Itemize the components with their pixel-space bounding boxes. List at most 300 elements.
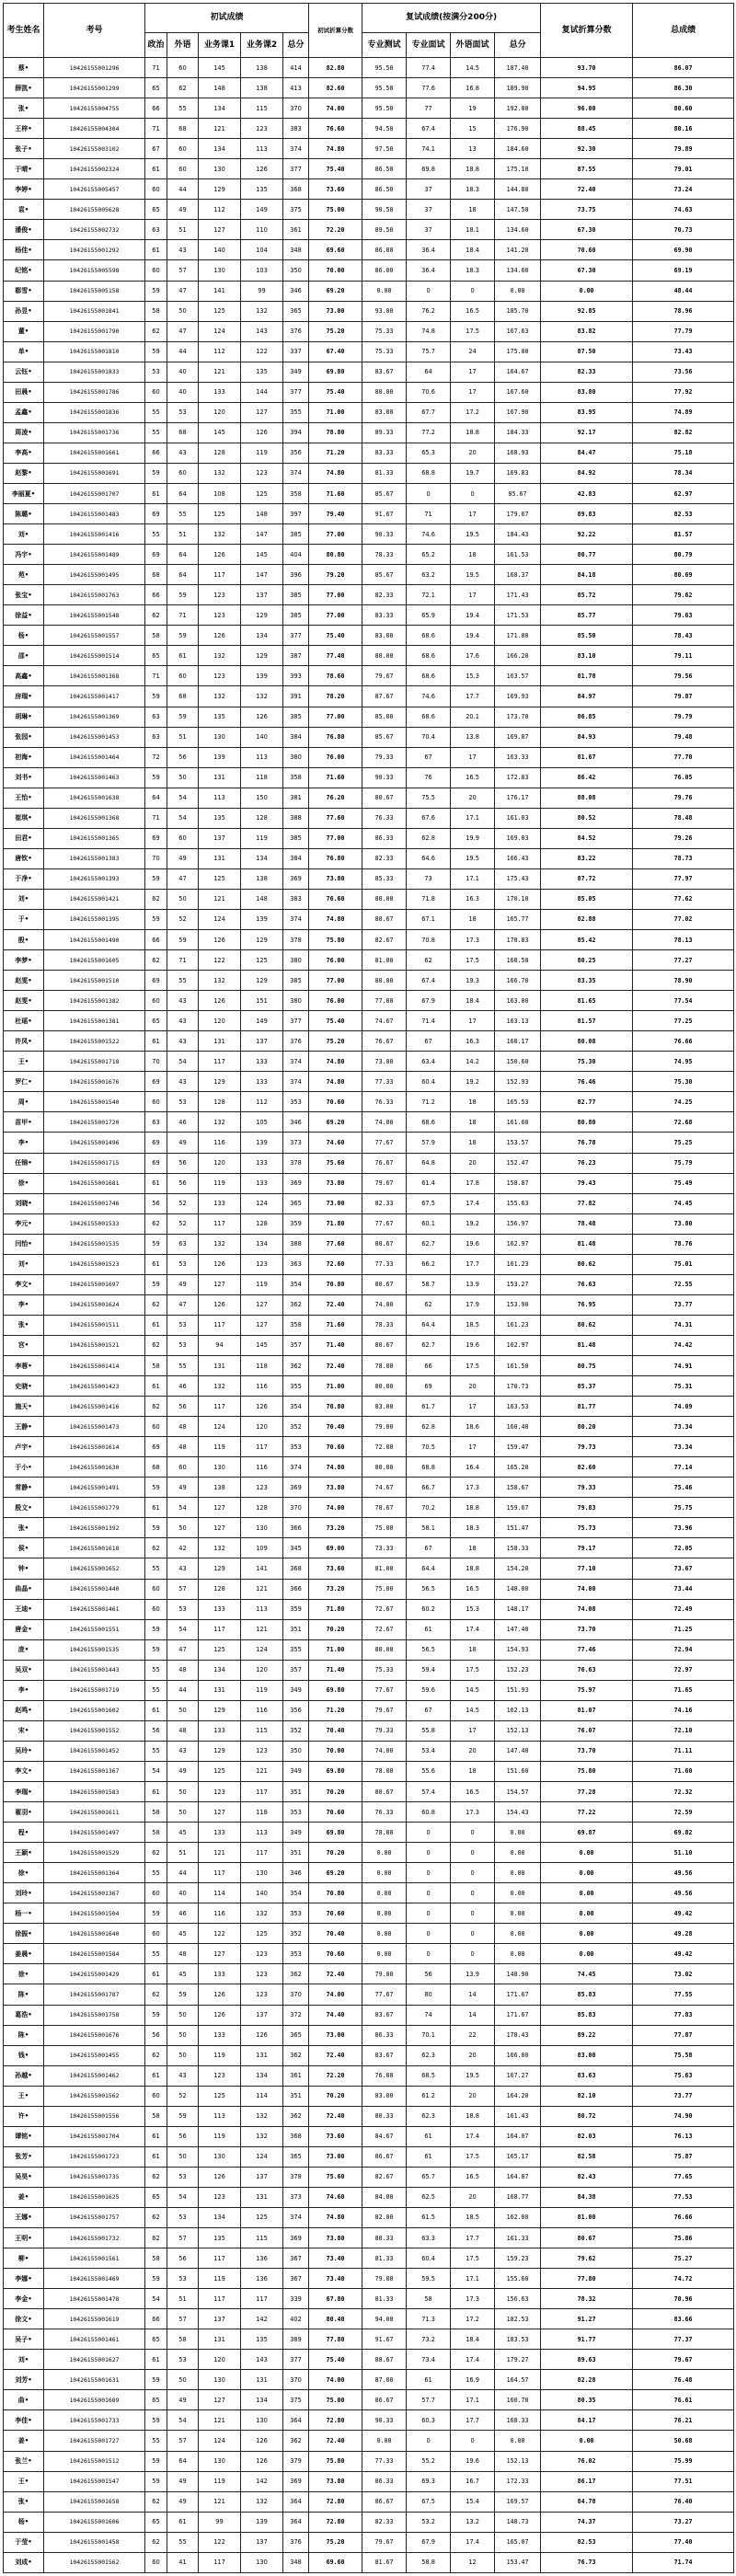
cell-course-1: 145: [199, 58, 241, 78]
cell-course-1: 119: [199, 2471, 241, 2491]
cell-course-1: 127: [199, 1274, 241, 1294]
cell-foreign-language: 43: [167, 443, 199, 463]
cell-course-1: 116: [199, 1133, 241, 1153]
cell-course-1: 137: [199, 828, 241, 848]
cell-language-interview: 17: [451, 504, 495, 524]
table-row: [4, 1437, 734, 1457]
cell-professional-interview: 71.2: [407, 1092, 451, 1112]
cell-professional-interview: 60.4: [407, 2248, 451, 2269]
cell-initial-weighted: 75.40: [309, 159, 362, 179]
cell-final-score: 77.92: [633, 382, 734, 402]
cell-politics: 62: [145, 2207, 167, 2227]
cell-professional-interview: 36.4: [407, 260, 451, 281]
cell-exam-id: 10426155001512: [44, 2451, 145, 2471]
cell-name: 单•: [4, 341, 44, 362]
cell-professional-interview: 64.6: [407, 848, 451, 868]
cell-exam-id: 10426155001521: [44, 1335, 145, 1355]
cell-exam-id: 10426155004755: [44, 98, 145, 119]
cell-retest-weighted: 80.62: [541, 1254, 633, 1274]
cell-politics: 55: [145, 1660, 167, 1680]
cell-foreign-language: 47: [167, 1639, 199, 1660]
cell-course-1: 112: [199, 341, 241, 362]
cell-course-1: 135: [199, 808, 241, 828]
cell-foreign-language: 59: [167, 1984, 199, 2005]
table-row: [4, 666, 734, 686]
table-row: [4, 1052, 734, 1072]
cell-retest-weighted: 82.88: [541, 909, 633, 929]
table-row: [4, 646, 734, 666]
cell-initial-total: 362: [283, 2106, 309, 2126]
cell-foreign-language: 50: [167, 1700, 199, 1720]
cell-name: 刘芳•: [4, 2370, 44, 2390]
cell-initial-total: 368: [283, 1558, 309, 1579]
cell-professional-interview: 60.3: [407, 2410, 451, 2431]
cell-professional-test: 74.00: [362, 1741, 407, 1761]
cell-exam-id: 10426155001395: [44, 909, 145, 929]
cell-foreign-language: 53: [167, 1315, 199, 1335]
cell-professional-test: 81.33: [362, 2289, 407, 2309]
cell-name: 徐•: [4, 1964, 44, 1984]
cell-exam-id: 10426155001606: [44, 2512, 145, 2532]
cell-professional-test: 91.67: [362, 2329, 407, 2350]
cell-retest-weighted: 82.53: [541, 2532, 633, 2552]
cell-language-interview: 17.3: [451, 1478, 495, 1498]
cell-course-2: 125: [241, 2207, 283, 2227]
cell-professional-interview: 70.6: [407, 382, 451, 402]
cell-professional-test: 77.67: [362, 1680, 407, 1700]
cell-foreign-language: 64: [167, 565, 199, 585]
cell-retest-total: 148.73: [495, 2512, 541, 2532]
cell-professional-interview: 77: [407, 98, 451, 119]
cell-course-2: 126: [241, 422, 283, 443]
table-row: [4, 1112, 734, 1133]
cell-language-interview: 18: [451, 1538, 495, 1558]
cell-course-1: 121: [199, 889, 241, 909]
cell-initial-total: 346: [283, 1863, 309, 1883]
cell-initial-total: 348: [283, 240, 309, 260]
cell-initial-weighted: 74.80: [309, 1072, 362, 1092]
cell-retest-total: 171.00: [495, 626, 541, 646]
cell-professional-test: 0.00: [362, 1863, 407, 1883]
cell-professional-interview: 71.4: [407, 1011, 451, 1031]
cell-course-2: 117: [241, 1437, 283, 1457]
cell-retest-weighted: 80.80: [541, 1112, 633, 1133]
cell-exam-id: 10426155001611: [44, 1802, 145, 1823]
cell-course-2: 138: [241, 58, 283, 78]
cell-name: 李文•: [4, 1761, 44, 1781]
cell-initial-weighted: 74.60: [309, 1133, 362, 1153]
cell-initial-weighted: 69.20: [309, 281, 362, 301]
cell-initial-total: 388: [283, 808, 309, 828]
cell-course-1: 129: [199, 1072, 241, 1092]
cell-retest-total: 153.90: [495, 1294, 541, 1315]
cell-course-1: 139: [199, 747, 241, 767]
cell-name: 于•: [4, 909, 44, 929]
cell-retest-weighted: 84.17: [541, 2410, 633, 2431]
cell-course-2: 133: [241, 1052, 283, 1072]
cell-course-2: 129: [241, 930, 283, 950]
cell-name: 许•: [4, 2106, 44, 2126]
header-retest-group: 复试成绩(按满分200分): [362, 4, 541, 33]
cell-politics: 58: [145, 1823, 167, 1843]
cell-foreign-language: 61: [167, 2512, 199, 2532]
cell-professional-test: 89.50: [362, 220, 407, 240]
cell-course-1: 126: [199, 1984, 241, 2005]
cell-final-score: 80.60: [633, 98, 734, 119]
cell-language-interview: 0: [451, 1944, 495, 1964]
table-row: [4, 1213, 734, 1234]
cell-name: 刘•: [4, 889, 44, 909]
cell-exam-id: 10426155001462: [44, 2065, 145, 2086]
cell-initial-weighted: 77.00: [309, 585, 362, 605]
cell-initial-total: 380: [283, 950, 309, 971]
cell-course-1: 129: [199, 1741, 241, 1761]
cell-professional-test: 76.67: [362, 1153, 407, 1173]
cell-initial-weighted: 67.80: [309, 2289, 362, 2309]
cell-retest-total: 162.97: [495, 1234, 541, 1254]
cell-professional-interview: 62.7: [407, 1335, 451, 1355]
cell-retest-total: 0.00: [495, 2431, 541, 2451]
cell-foreign-language: 60: [167, 828, 199, 848]
cell-name: 刘•: [4, 1254, 44, 1274]
table-row: [4, 1883, 734, 1903]
header-retest-weighted: 复试折算分数: [541, 4, 633, 58]
cell-initial-weighted: 74.80: [309, 2207, 362, 2227]
cell-initial-total: 379: [283, 2451, 309, 2471]
cell-retest-weighted: 0.00: [541, 1903, 633, 1924]
cell-professional-interview: 76: [407, 767, 451, 788]
cell-foreign-language: 57: [167, 2309, 199, 2329]
cell-professional-test: 83.33: [362, 605, 407, 626]
cell-professional-interview: 68.6: [407, 646, 451, 666]
cell-final-score: 49.28: [633, 1924, 734, 1944]
cell-final-score: 75.31: [633, 1376, 734, 1397]
table-row: [4, 1478, 734, 1498]
cell-initial-total: 369: [283, 1173, 309, 1193]
cell-professional-interview: 63.2: [407, 565, 451, 585]
cell-retest-total: 0.00: [495, 1883, 541, 1903]
cell-course-2: 132: [241, 686, 283, 707]
cell-professional-test: 74.00: [362, 1112, 407, 1133]
cell-language-interview: 18.8: [451, 1558, 495, 1579]
cell-exam-id: 10426155001583: [44, 1781, 145, 1801]
cell-final-score: 75.01: [633, 1254, 734, 1274]
cell-retest-weighted: 96.00: [541, 98, 633, 119]
cell-course-2: 113: [241, 1823, 283, 1843]
cell-foreign-language: 55: [167, 2532, 199, 2552]
cell-professional-test: 75.33: [362, 321, 407, 341]
cell-initial-weighted: 75.60: [309, 1153, 362, 1173]
table-row: [4, 1072, 734, 1092]
cell-course-2: 149: [241, 200, 283, 220]
cell-retest-total: 153.27: [495, 1274, 541, 1294]
cell-exam-id: 10426155001735: [44, 2167, 145, 2187]
cell-name: 李金•: [4, 2289, 44, 2309]
cell-professional-test: 82.33: [362, 2512, 407, 2532]
cell-exam-id: 10426155001495: [44, 565, 145, 585]
table-row: [4, 1234, 734, 1254]
cell-initial-weighted: 69.80: [309, 362, 362, 382]
header-exam-id: 考号: [44, 4, 145, 58]
cell-course-1: 117: [199, 1052, 241, 1072]
cell-professional-test: 90.33: [362, 524, 407, 545]
cell-professional-interview: 37: [407, 220, 451, 240]
cell-initial-total: 385: [283, 828, 309, 848]
cell-language-interview: 0: [451, 1823, 495, 1843]
cell-course-2: 131: [241, 2187, 283, 2207]
cell-course-1: 125: [199, 1639, 241, 1660]
cell-foreign-language: 48: [167, 1660, 199, 1680]
cell-course-2: 125: [241, 483, 283, 503]
table-row: [4, 281, 734, 301]
cell-professional-interview: 62.5: [407, 2187, 451, 2207]
cell-course-2: 134: [241, 2390, 283, 2410]
cell-course-2: 103: [241, 260, 283, 281]
cell-retest-weighted: 80.77: [541, 545, 633, 565]
cell-name: 徐振•: [4, 1924, 44, 1944]
cell-retest-total: 160.17: [495, 1031, 541, 1052]
cell-politics: 62: [145, 321, 167, 341]
cell-foreign-language: 54: [167, 808, 199, 828]
cell-name: 李高•: [4, 443, 44, 463]
cell-foreign-language: 54: [167, 2410, 199, 2431]
cell-exam-id: 10426155001614: [44, 1437, 145, 1457]
cell-professional-test: 86.00: [362, 260, 407, 281]
cell-professional-test: 82.67: [362, 930, 407, 950]
cell-course-2: 116: [241, 1700, 283, 1720]
cell-professional-interview: 67.6: [407, 808, 451, 828]
cell-professional-interview: 76.2: [407, 301, 451, 321]
table-row: [4, 1376, 734, 1397]
cell-language-interview: 18: [451, 1112, 495, 1133]
cell-retest-weighted: 86.17: [541, 2471, 633, 2491]
cell-retest-total: 158.87: [495, 1173, 541, 1193]
cell-initial-weighted: 72.40: [309, 2045, 362, 2065]
cell-initial-total: 378: [283, 930, 309, 950]
cell-foreign-language: 40: [167, 362, 199, 382]
cell-professional-test: 95.50: [362, 58, 407, 78]
cell-politics: 69: [145, 545, 167, 565]
cell-language-interview: 17.7: [451, 2228, 495, 2248]
cell-initial-weighted: 71.00: [309, 402, 362, 422]
cell-exam-id: 10426155001681: [44, 1173, 145, 1193]
cell-retest-total: 159.67: [495, 1498, 541, 1518]
cell-language-interview: 13.9: [451, 1964, 495, 1984]
cell-politics: 59: [145, 2370, 167, 2390]
cell-foreign-language: 57: [167, 1579, 199, 1599]
cell-professional-test: 97.50: [362, 139, 407, 159]
cell-language-interview: 16.5: [451, 767, 495, 788]
cell-course-2: 143: [241, 2350, 283, 2370]
cell-course-1: 145: [199, 422, 241, 443]
cell-course-1: 132: [199, 686, 241, 707]
cell-course-1: 127: [199, 2390, 241, 2410]
cell-initial-weighted: 71.00: [309, 1376, 362, 1397]
cell-professional-test: 85.67: [362, 565, 407, 585]
cell-initial-weighted: 70.40: [309, 1417, 362, 1437]
cell-professional-interview: 66.7: [407, 1478, 451, 1498]
cell-retest-weighted: 0.00: [541, 1944, 633, 1964]
cell-language-interview: 15: [451, 119, 495, 139]
cell-retest-total: 160.50: [495, 950, 541, 971]
cell-final-score: 79.62: [633, 585, 734, 605]
cell-final-score: 77.02: [633, 909, 734, 929]
cell-foreign-language: 61: [167, 646, 199, 666]
cell-initial-total: 355: [283, 402, 309, 422]
table-row: [4, 78, 734, 98]
cell-initial-total: 362: [283, 1356, 309, 1376]
cell-initial-weighted: 73.00: [309, 1193, 362, 1213]
cell-language-interview: 18.3: [451, 260, 495, 281]
cell-final-score: 79.89: [633, 139, 734, 159]
cell-foreign-language: 44: [167, 1680, 199, 1700]
cell-politics: 59: [145, 1234, 167, 1254]
cell-language-interview: 14: [451, 1984, 495, 2005]
table-row: [4, 848, 734, 868]
cell-professional-test: 0.00: [362, 1883, 407, 1903]
cell-professional-test: 83.00: [362, 402, 407, 422]
cell-retest-total: 176.17: [495, 788, 541, 808]
cell-politics: 55: [145, 422, 167, 443]
cell-course-1: 137: [199, 2309, 241, 2329]
cell-foreign-language: 49: [167, 200, 199, 220]
cell-retest-weighted: 77.22: [541, 1802, 633, 1823]
cell-politics: 59: [145, 1639, 167, 1660]
cell-exam-id: 10426155001552: [44, 1720, 145, 1741]
cell-foreign-language: 53: [167, 2350, 199, 2370]
cell-exam-id: 10426155001676: [44, 2025, 145, 2045]
cell-retest-weighted: 77.82: [541, 1193, 633, 1213]
cell-language-interview: 19.5: [451, 2065, 495, 2086]
cell-politics: 61: [145, 1315, 167, 1335]
cell-professional-test: 77.33: [362, 1254, 407, 1274]
cell-politics: 71: [145, 58, 167, 78]
cell-professional-test: 72.67: [362, 1599, 407, 1619]
cell-professional-interview: 66: [407, 1356, 451, 1376]
cell-initial-total: 364: [283, 2512, 309, 2532]
cell-language-interview: 0: [451, 1843, 495, 1863]
cell-politics: 62: [145, 2167, 167, 2187]
cell-retest-weighted: 76.07: [541, 1720, 633, 1741]
table-row: [4, 402, 734, 422]
cell-exam-id: 10426155001533: [44, 1213, 145, 1234]
cell-course-2: 121: [241, 1579, 283, 1599]
cell-professional-interview: 56: [407, 1964, 451, 1984]
cell-final-score: 74.89: [633, 402, 734, 422]
cell-initial-total: 372: [283, 2005, 309, 2025]
cell-final-score: 75.30: [633, 1072, 734, 1092]
cell-professional-test: 81.33: [362, 463, 407, 483]
cell-course-1: 130: [199, 260, 241, 281]
cell-politics: 61: [145, 1173, 167, 1193]
cell-professional-interview: 62: [407, 1294, 451, 1315]
cell-professional-test: 76.33: [362, 1802, 407, 1823]
cell-retest-total: 178.43: [495, 2025, 541, 2045]
cell-course-1: 132: [199, 1538, 241, 1558]
cell-professional-test: 86.00: [362, 240, 407, 260]
cell-retest-weighted: 73.70: [541, 1619, 633, 1639]
cell-professional-interview: 69: [407, 1376, 451, 1397]
cell-foreign-language: 54: [167, 1619, 199, 1639]
cell-professional-test: 78.00: [362, 1356, 407, 1376]
cell-course-1: 119: [199, 2126, 241, 2146]
cell-professional-interview: 67.5: [407, 1193, 451, 1213]
cell-exam-id: 10426155001779: [44, 1498, 145, 1518]
cell-initial-total: 356: [283, 443, 309, 463]
cell-professional-test: 80.00: [362, 1639, 407, 1660]
cell-course-1: 125: [199, 301, 241, 321]
cell-final-score: 72.97: [633, 1660, 734, 1680]
cell-course-2: 147: [241, 565, 283, 585]
cell-professional-test: 75.33: [362, 341, 407, 362]
cell-retest-total: 161.23: [495, 1315, 541, 1335]
cell-course-2: 123: [241, 463, 283, 483]
cell-language-interview: 18.5: [451, 1315, 495, 1335]
cell-name: 唐金•: [4, 1619, 44, 1639]
cell-professional-interview: 75.5: [407, 788, 451, 808]
cell-initial-total: 374: [283, 1457, 309, 1478]
cell-politics: 60: [145, 991, 167, 1011]
cell-foreign-language: 68: [167, 422, 199, 443]
cell-initial-total: 385: [283, 605, 309, 626]
cell-course-1: 127: [199, 220, 241, 240]
cell-professional-test: 74.67: [362, 1478, 407, 1498]
cell-initial-total: 351: [283, 1781, 309, 1801]
cell-language-interview: 17.4: [451, 2126, 495, 2146]
cell-language-interview: 19.5: [451, 848, 495, 868]
cell-name: 闫怡•: [4, 1234, 44, 1254]
cell-course-2: 113: [241, 139, 283, 159]
header-retest-total: 总分: [495, 33, 541, 58]
table-row: [4, 971, 734, 991]
cell-initial-weighted: 77.00: [309, 605, 362, 626]
cell-initial-total: 351: [283, 2086, 309, 2106]
cell-politics: 62: [145, 605, 167, 626]
cell-language-interview: 19.3: [451, 971, 495, 991]
cell-name: 殷•: [4, 930, 44, 950]
cell-foreign-language: 48: [167, 1437, 199, 1457]
cell-final-score: 76.66: [633, 1031, 734, 1052]
cell-course-1: 119: [199, 2045, 241, 2065]
cell-retest-weighted: 42.83: [541, 483, 633, 503]
cell-exam-id: 10426155005628: [44, 200, 145, 220]
cell-course-1: 122: [199, 2532, 241, 2552]
cell-retest-weighted: 84.18: [541, 565, 633, 585]
cell-name: 孙越•: [4, 2065, 44, 2086]
cell-course-2: 117: [241, 1781, 283, 1801]
cell-final-score: 79.79: [633, 707, 734, 727]
cell-politics: 63: [145, 727, 167, 747]
cell-professional-test: 80.00: [362, 971, 407, 991]
cell-initial-weighted: 75.40: [309, 626, 362, 646]
cell-initial-weighted: 76.80: [309, 727, 362, 747]
cell-professional-interview: 62.3: [407, 2045, 451, 2065]
cell-professional-test: 77.33: [362, 2451, 407, 2471]
cell-language-interview: 19.2: [451, 1072, 495, 1092]
cell-course-2: 128: [241, 1213, 283, 1234]
cell-initial-total: 374: [283, 2207, 309, 2227]
cell-politics: 62: [145, 1294, 167, 1315]
cell-foreign-language: 49: [167, 1761, 199, 1781]
cell-initial-weighted: 79.20: [309, 565, 362, 585]
header-foreign-language: 外语: [167, 33, 199, 58]
table-row: [4, 2086, 734, 2106]
cell-language-interview: 16.9: [451, 2370, 495, 2390]
cell-exam-id: 10426155001540: [44, 1092, 145, 1112]
cell-politics: 59: [145, 341, 167, 362]
cell-exam-id: 10426155001463: [44, 767, 145, 788]
cell-politics: 59: [145, 1903, 167, 1924]
